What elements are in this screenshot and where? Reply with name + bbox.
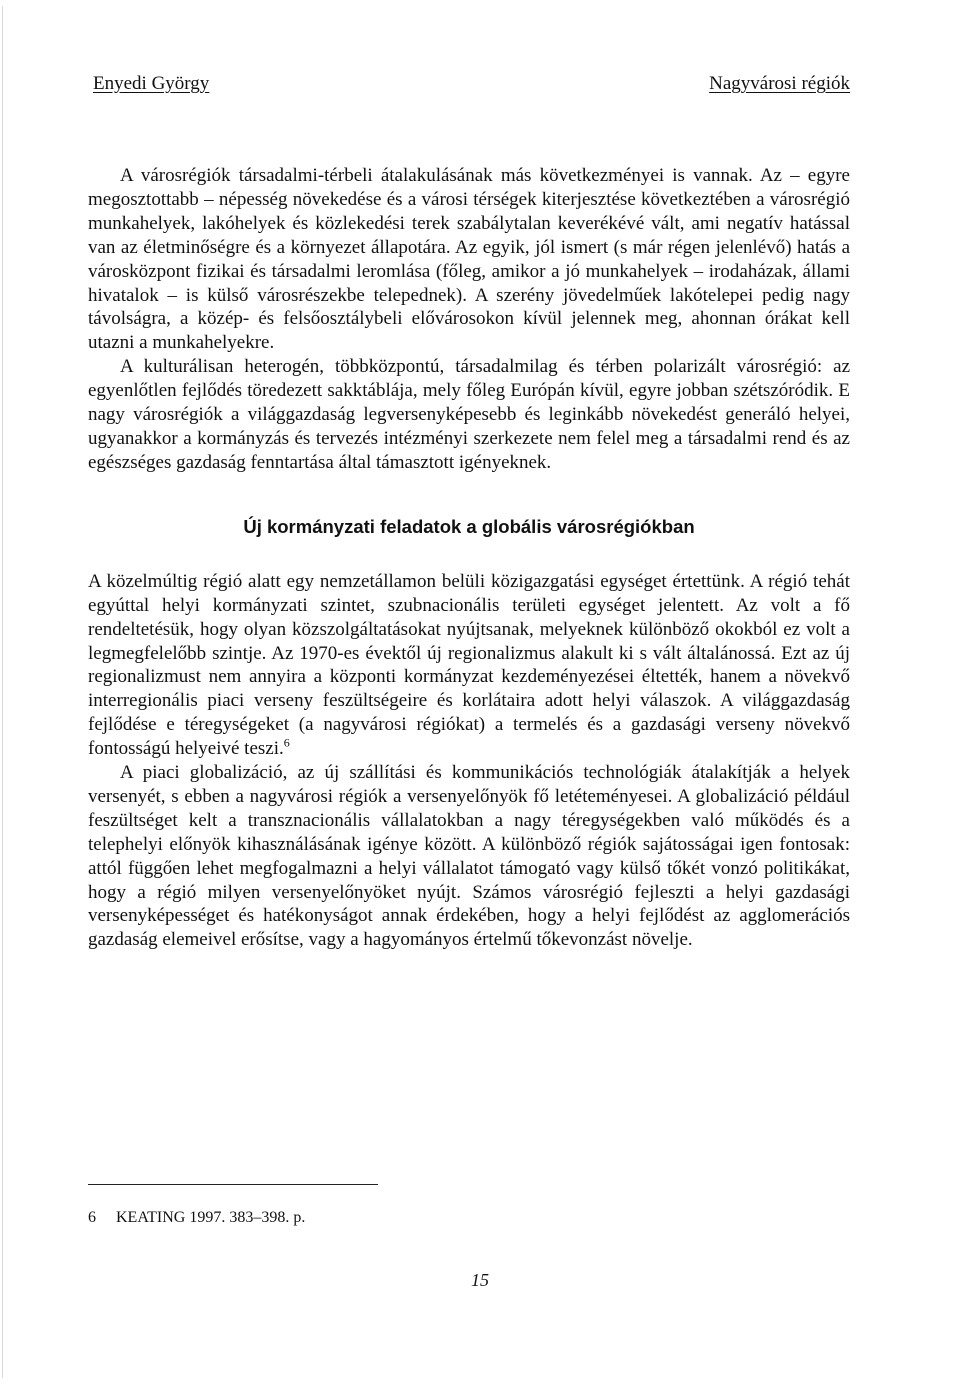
footnote-text: KEATING 1997. 383–398. p. [116,1209,306,1226]
header-title: Nagyvárosi régiók [709,73,850,94]
section-heading: Új kormányzati feladatok a globális városrégiókban [243,515,695,537]
page-edge-line [2,6,3,1378]
running-header [93,72,850,102]
footnote-number: 6 [88,1209,96,1226]
footnote-divider [88,1184,378,1185]
footnote-reference: 6 [283,735,290,750]
section-paragraph-2: A piaci globalizáció, az új szállítási és kommunikációs technológiák átalakítják a helyek versenyét, s ebben a nagyvárosi régiók a versenyelőnyök fő letéteményesei. A globalizáció például feszültséget kelt a transznacionális vállalatokban a nagy téregységekben való működés és a telephelyi előnyök kihasználásának igénye között. A különböző régiók sajátosságai igen fontosak: attól függően lehet megfogalmazni a helyi vállalatot támogató vagy külső tőkét vonzó politikákat, hogy a régió milyen versenyelőnyöket nyújt. Számos városrégió fejleszti a helyi gazdasági versenyképességet és hatékonyságot annak érdekében, hogy a helyi fejlődést az agglomerációs gazdaság elemeivel erősítse, vagy a hagyományos értelmű tőkevonzást növelje. [88,762,850,951]
paragraph-2: A kulturálisan heterogén, többközpontú, társadalmilag és térben polarizált városrégió: az egyenlőtlen fejlődés töredezett sakktáblája, mely főleg Európán kívül, egyre jobban szétszóródik. E nagy városrégiók a világgazdaság legversenyképesebb és leginkább növekedést generáló helyei, ugyanakkor a kormányzás és tervezés intézményi szerkezete nem felel meg a társadalmi rend és az egészséges gazdaság fenntartása által támasztott igényeknek. [88,356,850,473]
section-paragraph-1 [88,570,850,761]
page-body [88,164,850,952]
section-paragraph-1-text: A közelmúltig régió alatt egy nemzetállamon belüli közigazgatási egységet értettünk. A régió tehát egyúttal helyi kormányzati szintet, szubnacionális területi egységet jelentett. Az volt a fő rendeltetésük, hogy olyan közszolgáltatásokat nyújtsanak, melyeknek különböző okokból ez volt a legmegfelelőbb szintje. Az 1970-es évektől új regionalizmus alakult ki s vált általánossá. Ezt az új regionalizmust nem annyira a központi kormányzat kezdeményezései éltették, hanem a növekvő interregionális piaci verseny feszültségeire és korlátaira adott helyi válaszok. A világgazdaság fejlődése e téregységeket (a nagyvárosi régiókat) a termelés és a gazdasági verseny növekvő fontosságú helyeivé teszi. [88,570,850,760]
header-author: Enyedi György [93,73,210,94]
page-number: 15 [471,1270,489,1290]
footnote [88,1208,305,1228]
paragraph-1: A városrégiók társadalmi-térbeli átalakulásának más következményei is vannak. Az – egyre megosztottabb – népesség növekedése és a városi térségek kiterjesztése következtében a városrégió munkahelyek, lakóhelyek és közlekedési terek szabálytalan keverékévé vált, ami negatív hatással van az életminőségre és a környezet állapotára. Az egyik, jól ismert (s már régen jelenlévő) hatás a városközpont fizikai és társadalmi leromlása (főleg, amikor a jó munkahelyek – irodaházak, állami hivatalok – is külső városrészekbe telepednek). A szerény jövedelműek lakótelepei pedig nagy távolságra, a közép- és felsőosztálybeli elővárosokon kívül jelennek meg, ahonnan órákat kell utazni a munkahelyekre. [88,165,850,354]
